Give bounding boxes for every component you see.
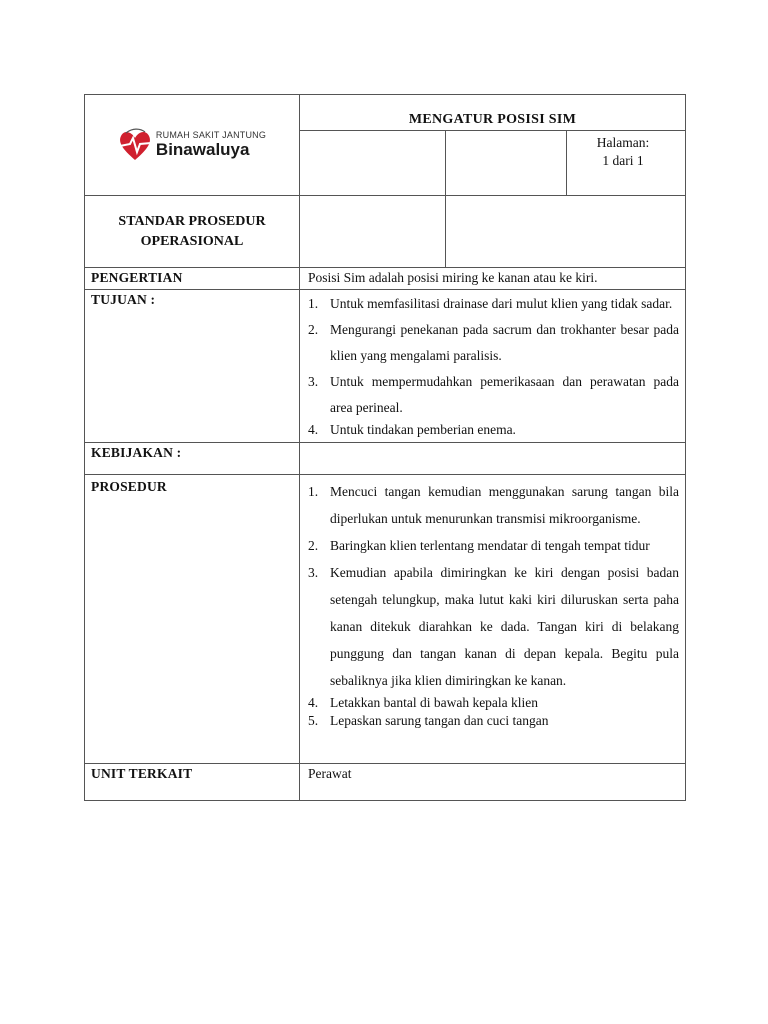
list-item: 1. Untuk memfasilitasi drainase dari mulut klien yang tidak sadar. — [308, 296, 673, 311]
sop-table — [84, 94, 686, 801]
unit-terkait-text: Perawat — [300, 764, 686, 801]
sop-title-line2: OPERASIONAL — [140, 233, 244, 249]
page-info-cell — [567, 131, 686, 196]
page-label: Halaman: — [596, 135, 650, 151]
sop-title-cell — [85, 196, 300, 268]
kebijakan-label: KEBIJAKAN : — [85, 443, 300, 475]
heart-logo-icon — [118, 127, 152, 163]
revision-cell — [446, 131, 567, 196]
sop-title-line1: STANDAR PROSEDUR — [118, 213, 266, 229]
sop-document — [84, 94, 685, 801]
tujuan-label: TUJUAN : — [85, 290, 300, 443]
approval-cell — [446, 196, 686, 268]
pengertian-text: Posisi Sim adalah posisi miring ke kanan atau ke kiri. — [300, 268, 686, 290]
unit-terkait-label: UNIT TERKAIT — [85, 764, 300, 801]
prosedur-content — [300, 475, 686, 764]
tujuan-content — [300, 290, 686, 443]
logo-cell — [85, 95, 300, 196]
list-item: 4. Untuk tindakan pemberian enema. — [308, 422, 516, 437]
logo-name: Binawaluya — [155, 139, 250, 159]
list-item: 4. Letakkan bantal di bawah kepala klien — [308, 695, 539, 710]
list-item: 3. Kemudian apabila dimiringkan ke kiri dengan posisi badan setengah telungkup, maka lutut kaki kiri diluruskan serta paha kanan ditekuk diarahkan ke dada. Tangan kiri di belakang punggung dan tangan kanan di depan kepala. Begitu pula sebaliknya jika klien dimiringkan ke kanan. — [308, 565, 680, 688]
list-item: 5. Lepaskan sarung tangan dan cuci tangan — [308, 713, 549, 728]
list-item: 2. Baringkan klien terlentang mendatar di tengah tempat tidur — [308, 538, 650, 553]
list-item: 3. Untuk mempermudahkan pemerikasaan dan perawatan pada area perineal. — [308, 374, 680, 415]
list-item: 2. Mengurangi penekanan pada sacrum dan trokhanter besar pada klien yang mengalami paralisis. — [308, 322, 680, 363]
tujuan-list — [308, 291, 679, 439]
kebijakan-text — [300, 443, 686, 475]
prosedur-label: PROSEDUR — [85, 475, 300, 764]
page-value: 1 dari 1 — [602, 153, 644, 169]
pengertian-label: PENGERTIAN — [85, 268, 300, 290]
document-title: MENGATUR POSISI SIM — [300, 95, 686, 131]
logo-subtitle: RUMAH SAKIT JANTUNG — [155, 130, 267, 141]
list-item: 1. Mencuci tangan kemudian menggunakan sarung tangan bila diperlukan untuk menurunkan transmisi mikroorganisme. — [308, 484, 680, 526]
hospital-logo — [85, 95, 299, 195]
prosedur-list — [308, 478, 679, 730]
date-issued-cell — [300, 196, 446, 268]
doc-number-cell — [300, 131, 446, 196]
